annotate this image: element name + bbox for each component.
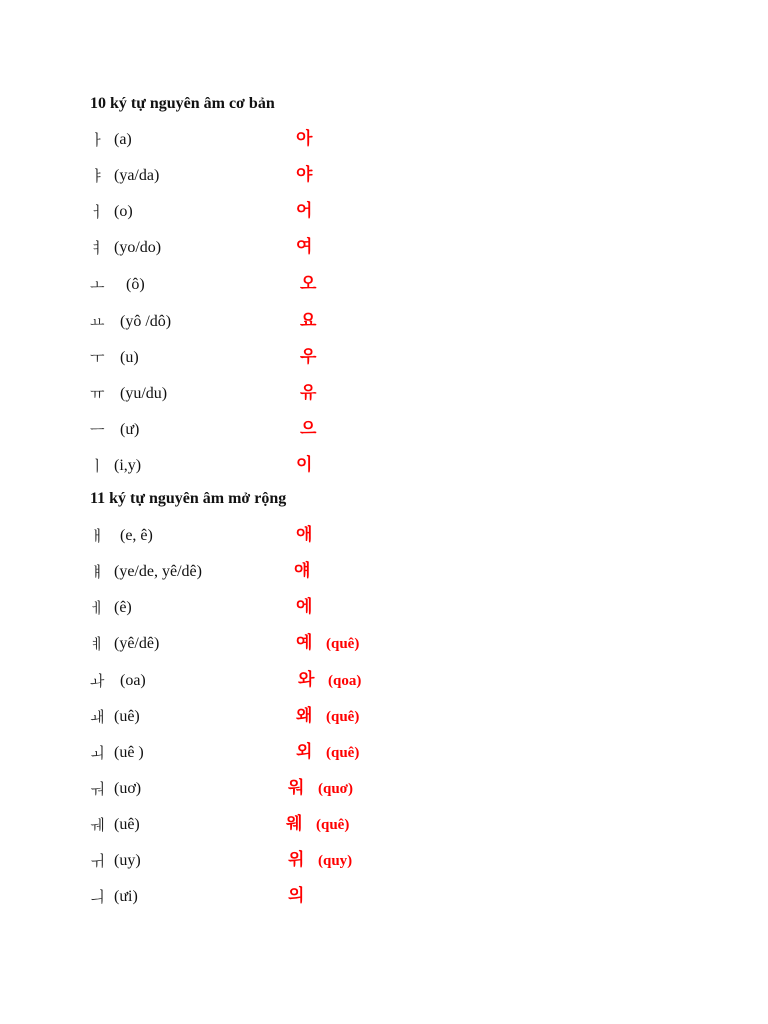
jamo-glyph: ㅘ: [90, 672, 105, 690]
jamo-glyph: ㅜ: [90, 349, 105, 367]
romanization: (yo/do): [114, 239, 162, 256]
vowel-row: [90, 418, 710, 442]
note-label: (quê): [326, 636, 360, 652]
hangul-syllable: 웨: [286, 814, 303, 834]
hangul-syllable: 에: [296, 597, 313, 617]
romanization: (uơ): [114, 780, 142, 797]
jamo-glyph: ㅒ: [90, 563, 105, 581]
romanization: (u): [120, 349, 139, 366]
vowel-row: [90, 669, 710, 693]
romanization: (ye/de, yê/dê): [114, 563, 202, 580]
note-label: (quê): [316, 817, 350, 833]
hangul-syllable: 유: [300, 383, 317, 403]
jamo-glyph: ㅛ: [90, 313, 105, 331]
jamo-glyph: ㅐ: [90, 527, 105, 545]
romanization: (uê): [114, 816, 140, 833]
romanization: (uy): [114, 852, 141, 869]
jamo-glyph: ㅣ: [90, 457, 105, 475]
jamo-glyph: ㅔ: [90, 599, 105, 617]
hangul-syllable: 야: [296, 165, 313, 185]
jamo-glyph: ㅞ: [90, 816, 105, 834]
romanization: (i,y): [114, 457, 142, 474]
vowel-row: [90, 164, 710, 188]
romanization: (ư): [120, 421, 140, 438]
jamo-glyph: ㅕ: [90, 239, 105, 257]
hangul-syllable: 이: [296, 455, 313, 475]
vowel-row: [90, 560, 710, 584]
vowel-row: [90, 741, 710, 765]
romanization: (ưi): [114, 888, 138, 905]
romanization: (yu/du): [120, 385, 168, 402]
romanization: (ê): [114, 599, 132, 616]
vowel-row: [90, 885, 710, 909]
jamo-glyph: ㅢ: [90, 888, 105, 906]
vowel-row: [90, 128, 710, 152]
note-label: (quy): [318, 853, 353, 869]
jamo-glyph: ㅗ: [90, 276, 105, 294]
romanization: (ya/da): [114, 167, 160, 184]
vowel-row: [90, 632, 710, 656]
romanization: (oa): [120, 672, 146, 689]
vowel-row: [90, 596, 710, 620]
jamo-glyph: ㅟ: [90, 852, 105, 870]
romanization: (ô): [126, 276, 145, 293]
jamo-glyph: ㅖ: [90, 635, 105, 653]
hangul-syllable: 외: [296, 742, 313, 762]
vowel-row: [90, 273, 710, 297]
romanization: (yê/dê): [114, 635, 160, 652]
hangul-syllable: 오: [300, 274, 317, 294]
hangul-syllable: 워: [288, 778, 305, 798]
jamo-glyph: ㅓ: [90, 203, 105, 221]
hangul-syllable: 으: [300, 419, 317, 439]
hangul-syllable: 얘: [294, 561, 311, 581]
hangul-syllable: 애: [296, 525, 313, 545]
jamo-glyph: ㅑ: [90, 167, 105, 185]
romanization: (o): [114, 203, 133, 220]
hangul-syllable: 와: [298, 670, 315, 690]
romanization: (a): [114, 131, 132, 148]
hangul-syllable: 우: [300, 347, 317, 367]
romanization: (e, ê): [120, 527, 153, 544]
vowel-row: [90, 310, 710, 334]
romanization: (yô /dô): [120, 313, 172, 330]
vowel-row: [90, 777, 710, 801]
note-label: (quê): [326, 745, 360, 761]
vowel-row: [90, 382, 710, 406]
romanization: (uê ): [114, 744, 144, 761]
jamo-glyph: ㅙ: [90, 708, 105, 726]
vowel-row: [90, 236, 710, 260]
jamo-glyph: ㅡ: [90, 421, 105, 439]
jamo-glyph: ㅝ: [90, 780, 105, 798]
hangul-syllable: 어: [296, 201, 313, 221]
hangul-syllable: 예: [296, 633, 313, 653]
vowel-row: [90, 705, 710, 729]
vowel-row: [90, 200, 710, 224]
jamo-glyph: ㅠ: [90, 385, 105, 403]
jamo-glyph: ㅚ: [90, 744, 105, 762]
note-label: (quơ): [318, 781, 353, 797]
vowel-row: [90, 849, 710, 873]
section-heading-extended-vowels: 11 ký tự nguyên âm mở rộng: [90, 490, 287, 507]
hangul-syllable: 의: [288, 886, 305, 906]
hangul-syllable: 왜: [296, 706, 313, 726]
romanization: (uê): [114, 708, 140, 725]
section-heading-basic-vowels: 10 ký tự nguyên âm cơ bản: [90, 95, 275, 112]
note-label: (qoa): [328, 673, 362, 689]
vowel-row: [90, 346, 710, 370]
hangul-syllable: 요: [300, 311, 317, 331]
hangul-syllable: 위: [288, 850, 305, 870]
hangul-syllable: 여: [296, 237, 313, 257]
jamo-glyph: ㅏ: [90, 131, 105, 149]
note-label: (quê): [326, 709, 360, 725]
hangul-syllable: 아: [296, 129, 313, 149]
vowel-row: [90, 524, 710, 548]
vowel-row: [90, 454, 710, 478]
vowel-row: [90, 813, 710, 837]
